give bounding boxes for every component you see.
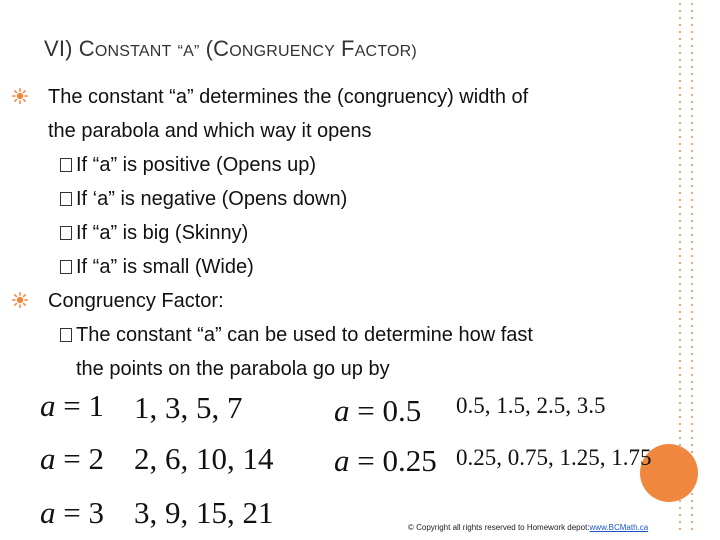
example-points: 0.25, 0.75, 1.25, 1.75 xyxy=(456,445,652,470)
dot xyxy=(679,346,681,348)
dot xyxy=(691,115,693,117)
variable-a: a xyxy=(334,393,350,428)
dot xyxy=(691,199,693,201)
dot xyxy=(691,101,693,103)
dot xyxy=(679,164,681,166)
dot xyxy=(691,493,693,495)
title-cap-c: C xyxy=(78,36,95,61)
example-equation xyxy=(40,495,104,531)
dot xyxy=(679,52,681,54)
dot xyxy=(691,444,693,446)
dot xyxy=(691,220,693,222)
example-equation xyxy=(334,443,437,479)
dot xyxy=(679,255,681,257)
dot xyxy=(679,101,681,103)
dot xyxy=(691,437,693,439)
dot xyxy=(679,192,681,194)
dot xyxy=(679,276,681,278)
dot xyxy=(691,255,693,257)
dot xyxy=(691,80,693,82)
title-cap-f: F xyxy=(341,36,355,61)
dot xyxy=(691,409,693,411)
dot xyxy=(691,24,693,26)
dot xyxy=(679,325,681,327)
dot xyxy=(691,360,693,362)
dot xyxy=(679,66,681,68)
dot xyxy=(679,213,681,215)
copyright-footer xyxy=(408,523,648,532)
dot xyxy=(691,241,693,243)
page-title xyxy=(44,36,417,62)
dot xyxy=(679,500,681,502)
title-onstant: ONSTANT xyxy=(94,43,172,60)
example-points: 2, 6, 10, 14 xyxy=(134,441,274,476)
dot xyxy=(691,283,693,285)
dot xyxy=(691,192,693,194)
dot xyxy=(691,87,693,89)
dot xyxy=(679,332,681,334)
dot xyxy=(691,17,693,19)
dot xyxy=(691,332,693,334)
dot xyxy=(679,248,681,250)
dot xyxy=(679,227,681,229)
dot xyxy=(691,10,693,12)
example-equation xyxy=(334,393,421,429)
dot xyxy=(691,164,693,166)
dot xyxy=(691,59,693,61)
dot xyxy=(691,45,693,47)
dot xyxy=(679,17,681,19)
bullet-item xyxy=(0,284,660,318)
dot xyxy=(691,304,693,306)
sub-item-text: the points on the parabola go up by xyxy=(76,358,390,380)
dot xyxy=(691,227,693,229)
dot xyxy=(679,528,681,530)
dot xyxy=(691,122,693,124)
dot xyxy=(679,367,681,369)
dot xyxy=(679,185,681,187)
dot xyxy=(679,199,681,201)
dot xyxy=(679,423,681,425)
variable-a: a xyxy=(40,441,56,476)
title-cap-c2: C xyxy=(213,36,230,61)
checkbox-bullet-icon xyxy=(60,226,72,240)
dot xyxy=(679,395,681,397)
dot xyxy=(679,430,681,432)
equals-sign: = xyxy=(63,388,81,423)
dot xyxy=(679,220,681,222)
dot xyxy=(691,388,693,390)
dot xyxy=(679,108,681,110)
dot xyxy=(691,395,693,397)
dot xyxy=(691,451,693,453)
dot xyxy=(691,507,693,509)
dot xyxy=(679,521,681,523)
dot xyxy=(691,143,693,145)
example-equation xyxy=(40,388,104,424)
dot xyxy=(679,3,681,5)
dot xyxy=(679,297,681,299)
bullet-text-line: The constant “a” determines the (congruency) width of xyxy=(48,86,529,108)
dot xyxy=(691,262,693,264)
sub-item-text: If “a” is big (Skinny) xyxy=(76,222,249,244)
title-paren: ( xyxy=(205,36,214,61)
bullet-text-line: the parabola and which way it opens xyxy=(48,120,372,142)
dot xyxy=(679,129,681,131)
dot xyxy=(679,206,681,208)
dot xyxy=(679,136,681,138)
dot xyxy=(691,157,693,159)
dot xyxy=(691,353,693,355)
variable-a: a xyxy=(40,388,56,423)
dot xyxy=(679,31,681,33)
title-ongruency: ONGRUENCY xyxy=(229,43,335,60)
dot xyxy=(691,248,693,250)
sub-item-text: If “a” is positive (Opens up) xyxy=(76,154,317,176)
dot xyxy=(679,87,681,89)
dot xyxy=(691,339,693,341)
dot xyxy=(679,402,681,404)
dot xyxy=(679,115,681,117)
sun-bullet-icon xyxy=(12,88,28,104)
dot xyxy=(679,94,681,96)
dot xyxy=(679,437,681,439)
dot xyxy=(691,325,693,327)
dot xyxy=(691,73,693,75)
dot xyxy=(679,514,681,516)
a-value: 2 xyxy=(88,441,104,476)
equals-sign: = xyxy=(357,393,375,428)
checkbox-bullet-icon xyxy=(60,158,72,172)
dot xyxy=(691,423,693,425)
dot xyxy=(691,381,693,383)
title-actor: ACTOR) xyxy=(354,43,417,60)
example-points: 1, 3, 5, 7 xyxy=(134,390,243,425)
dot xyxy=(691,318,693,320)
dot xyxy=(691,3,693,5)
sub-item-text: The constant “a” can be used to determine how fast xyxy=(76,324,533,346)
equals-sign: = xyxy=(63,441,81,476)
equals-sign: = xyxy=(63,495,81,530)
dot xyxy=(679,409,681,411)
dot xyxy=(679,80,681,82)
website-link[interactable]: www.BCMath.ca xyxy=(589,523,649,532)
sub-item xyxy=(0,318,660,386)
dot xyxy=(679,45,681,47)
dot xyxy=(691,290,693,292)
a-value: 0.5 xyxy=(382,393,422,428)
bullet-text-line: Congruency Factor: xyxy=(48,290,224,312)
variable-a: a xyxy=(334,443,350,478)
dot xyxy=(679,241,681,243)
dot xyxy=(679,269,681,271)
a-value: 1 xyxy=(88,388,104,423)
dot xyxy=(679,290,681,292)
dot xyxy=(679,59,681,61)
title-quote-a: “A” xyxy=(177,43,200,60)
dot xyxy=(691,430,693,432)
dot xyxy=(691,108,693,110)
sub-item xyxy=(0,182,660,216)
dot xyxy=(679,157,681,159)
copyright-text: © Copyright all rights reserved to Homework depot: xyxy=(408,523,590,532)
variable-a: a xyxy=(40,495,56,530)
dot xyxy=(691,416,693,418)
dot xyxy=(691,178,693,180)
dot xyxy=(679,171,681,173)
title-roman: VI) xyxy=(44,36,73,61)
dot xyxy=(691,500,693,502)
sub-item xyxy=(0,148,660,182)
dot xyxy=(679,416,681,418)
dot xyxy=(679,304,681,306)
dot xyxy=(679,311,681,313)
bullet-item xyxy=(0,80,660,148)
dot xyxy=(691,402,693,404)
a-value: 0.25 xyxy=(382,443,437,478)
dot xyxy=(691,514,693,516)
dot xyxy=(691,38,693,40)
dot xyxy=(691,31,693,33)
dot xyxy=(691,297,693,299)
example-points: 0.5, 1.5, 2.5, 3.5 xyxy=(456,393,606,418)
dot xyxy=(691,206,693,208)
dot xyxy=(691,346,693,348)
dot xyxy=(691,276,693,278)
checkbox-bullet-icon xyxy=(60,328,72,342)
dot xyxy=(691,66,693,68)
sub-item-text: If ‘a” is negative (Opens down) xyxy=(76,188,348,210)
slide-body xyxy=(0,80,660,386)
dot xyxy=(679,234,681,236)
dot xyxy=(691,185,693,187)
dot xyxy=(679,353,681,355)
checkbox-bullet-icon xyxy=(60,192,72,206)
dot xyxy=(691,150,693,152)
dot xyxy=(679,178,681,180)
dot xyxy=(691,94,693,96)
dot xyxy=(691,367,693,369)
dot xyxy=(679,262,681,264)
dot xyxy=(691,311,693,313)
dot xyxy=(679,318,681,320)
dot xyxy=(679,388,681,390)
dot xyxy=(691,129,693,131)
dot xyxy=(691,528,693,530)
dot xyxy=(679,122,681,124)
dot xyxy=(679,381,681,383)
sub-item xyxy=(0,216,660,250)
dot xyxy=(679,24,681,26)
dot xyxy=(691,171,693,173)
dot xyxy=(691,136,693,138)
dot xyxy=(679,283,681,285)
dot xyxy=(679,143,681,145)
equals-sign: = xyxy=(357,443,375,478)
dot xyxy=(679,38,681,40)
dot xyxy=(679,10,681,12)
dot xyxy=(679,73,681,75)
dot xyxy=(691,269,693,271)
example-points: 3, 9, 15, 21 xyxy=(134,495,274,530)
dot xyxy=(679,507,681,509)
dot xyxy=(691,374,693,376)
dot xyxy=(691,52,693,54)
dot xyxy=(691,234,693,236)
example-equation xyxy=(40,441,104,477)
dot xyxy=(691,213,693,215)
dot xyxy=(679,360,681,362)
dot xyxy=(679,339,681,341)
dot xyxy=(679,374,681,376)
a-value: 3 xyxy=(88,495,104,530)
sun-bullet-icon xyxy=(12,292,28,308)
checkbox-bullet-icon xyxy=(60,260,72,274)
dot xyxy=(679,150,681,152)
sub-item xyxy=(0,250,660,284)
dot xyxy=(691,521,693,523)
sub-item-text: If “a” is small (Wide) xyxy=(76,256,254,278)
